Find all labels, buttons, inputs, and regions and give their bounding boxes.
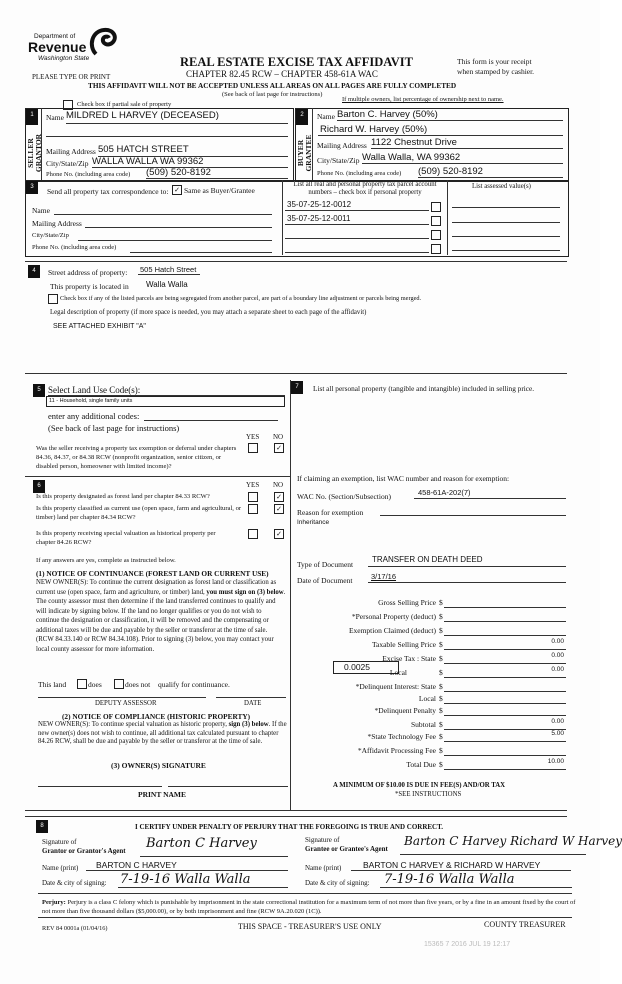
doc-type-label: Type of Document bbox=[297, 560, 354, 569]
warning-text: THIS AFFIDAVIT WILL NOT BE ACCEPTED UNLESS ALL AREAS ON ALL PAGES ARE FULLY COMPLETED bbox=[88, 81, 457, 90]
buyer-name2-field[interactable]: Richard W. Harvey (50%) bbox=[320, 124, 428, 135]
fee-label: Gross Selling Price bbox=[378, 598, 436, 607]
print-name-line[interactable] bbox=[168, 786, 288, 787]
land-use-value: 11 - Household, single family units bbox=[49, 398, 133, 404]
exemption-question: Was the seller receiving a property tax exemption or deferral under chapters 84.36, 84.37, or 84.38 RCW (nonprofit organization, senior citizen, or disabled person, homeowner with limited income)? bbox=[36, 445, 237, 470]
buyer-phone-field[interactable]: (509) 520-8192 bbox=[418, 166, 483, 177]
current-use-question: Is this property classified as current use (open space, farm and agricultural, or timber) land per chapter 84.34 RCW? bbox=[36, 505, 242, 521]
sig-label: Signature of bbox=[42, 838, 77, 846]
legal-description-field[interactable]: SEE ATTACHED EXHIBIT "A" bbox=[53, 323, 146, 330]
personal-property-checkbox[interactable] bbox=[431, 216, 441, 226]
legal-label: Legal description of property (if more space is needed, you may attach a separate sheet to each page of the affidavit) bbox=[50, 309, 367, 316]
parcel-header: List all real and personal property tax parcel account numbers – check box if personal property bbox=[293, 181, 437, 196]
reason-label: Reason for exemption bbox=[297, 508, 364, 517]
no-header: NO bbox=[273, 481, 284, 489]
corr-name-label: Name bbox=[32, 206, 50, 215]
historical-question: Is this property receiving special valuation as historical property per chapter 84.26 RCW? bbox=[36, 530, 216, 546]
section-number: 5 bbox=[33, 384, 45, 397]
fee-value-field[interactable]: 0.00 bbox=[551, 666, 564, 673]
assessed-value-field[interactable] bbox=[452, 207, 560, 208]
dor-logo bbox=[28, 28, 123, 68]
does-label: does bbox=[88, 680, 102, 689]
assessed-value-field[interactable] bbox=[452, 222, 560, 223]
deputy-assessor-line[interactable] bbox=[38, 697, 206, 698]
corr-phone-field[interactable] bbox=[130, 252, 272, 253]
corr-city-label: City/State/Zip bbox=[32, 232, 69, 239]
historical-yes-checkbox[interactable] bbox=[248, 529, 258, 539]
currency-symbol: $ bbox=[439, 732, 443, 741]
doc-date-field[interactable]: 3/17/16 bbox=[371, 572, 397, 581]
forest-land-question: Is this property designated as forest land per chapter 84.33 RCW? bbox=[36, 493, 210, 500]
current-use-yes-checkbox[interactable] bbox=[248, 504, 258, 514]
street-field[interactable]: 505 Hatch Street bbox=[140, 265, 197, 274]
buyer-phone-label: Phone No. (including area code) bbox=[317, 170, 402, 177]
exemption-yes-checkbox[interactable] bbox=[248, 443, 258, 453]
fee-label: Local bbox=[418, 694, 436, 703]
reason-field[interactable]: Inheritance bbox=[297, 519, 330, 526]
does-qualify-checkbox[interactable] bbox=[77, 679, 87, 689]
corr-mailing-label: Mailing Address bbox=[32, 219, 82, 228]
seller-name-field[interactable]: MILDRED L HARVEY (DECEASED) bbox=[66, 110, 219, 121]
notice1-text-a: NEW OWNER(S): To continue the current designation as forest land or classification as current use (open space, farm and agriculture, or timber) land, bbox=[36, 579, 277, 596]
currency-symbol: $ bbox=[439, 760, 443, 769]
land-use-select[interactable] bbox=[46, 396, 285, 407]
notice1-text bbox=[36, 578, 286, 654]
fee-label: Total Due bbox=[406, 760, 436, 769]
grantor-name-field[interactable]: BARTON C HARVEY bbox=[96, 860, 177, 870]
grantee-name-field[interactable]: BARTON C HARVEY & RICHARD W HARVEY bbox=[363, 860, 541, 870]
fee-value-field[interactable]: 0.00 bbox=[551, 638, 564, 645]
grantor-date-field[interactable]: 7-19-16 Walla Walla bbox=[120, 872, 251, 887]
type-or-print: PLEASE TYPE OR PRINT bbox=[32, 73, 111, 81]
correspondence-label: Send all property tax correspondence to: bbox=[47, 187, 169, 196]
form-title: REAL ESTATE EXCISE TAX AFFIDAVIT bbox=[180, 55, 413, 69]
additional-codes-field[interactable] bbox=[144, 420, 278, 421]
additional-codes-label: enter any additional codes: bbox=[48, 411, 140, 421]
land-use-label: Select Land Use Code(s): bbox=[48, 385, 141, 395]
notice1-text-b: . The county assessor must then determine if the land transferred continues to qualify and will indicate by signing below. If the land no longer qualifies or you do not wish to continue the designation or classification, it will be removed and the compensating or additional taxes will be due and payable by the seller or transferor at the time of sale. (RCW 84.33.140 or RCW 84.34.108). Prior to signing (3) below, you may contact your local county assessor for more information. bbox=[36, 588, 286, 653]
exemption-intro: If claiming an exemption, list WAC number and reason for exemption: bbox=[297, 474, 510, 483]
notice2-title: (2) NOTICE OF COMPLIANCE (HISTORIC PROPERTY) bbox=[62, 712, 251, 721]
corr-city-field[interactable] bbox=[78, 240, 272, 241]
currency-symbol: $ bbox=[439, 626, 443, 635]
segregated-label: Check box if any of the listed parcels are being segregated from another parcel, are part of a boundary line adjustment or parcels being merged. bbox=[60, 295, 422, 302]
treasurer-stamp: 15365 7 2016 JUL 19 12:17 bbox=[424, 941, 511, 948]
personal-property-checkbox[interactable] bbox=[431, 244, 441, 254]
personal-property-checkbox[interactable] bbox=[431, 230, 441, 240]
currency-symbol: $ bbox=[439, 668, 443, 677]
notice2-text-a: NEW OWNER(S): To continue special valuation as historic property, bbox=[38, 721, 227, 728]
owner-signature-line[interactable] bbox=[38, 786, 162, 787]
perjury-note bbox=[42, 898, 582, 916]
seller-city-field[interactable]: WALLA WALLA WA 99362 bbox=[92, 156, 204, 167]
buyer-city-label: City/State/Zip bbox=[317, 156, 360, 165]
local-rate-value: 0.0025 bbox=[344, 662, 370, 672]
logo-text: Washington State bbox=[38, 55, 90, 62]
instructions-note: (See back of last page for instructions) bbox=[222, 91, 323, 98]
personal-property-checkbox[interactable] bbox=[431, 202, 441, 212]
seller-mailing-label: Mailing Address bbox=[46, 147, 96, 156]
corr-phone-label: Phone No. (including area code) bbox=[32, 244, 117, 251]
forest-no-checkbox[interactable]: ✓ bbox=[274, 492, 284, 502]
fee-value-field[interactable]: 5.00 bbox=[551, 730, 564, 737]
parcel-number-field[interactable]: 35-07-25-12-0011 bbox=[287, 214, 351, 223]
fee-label: Taxable Selling Price bbox=[371, 640, 436, 649]
logo-swirl-icon bbox=[88, 28, 118, 56]
grantee-date-field[interactable]: 7-19-16 Walla Walla bbox=[384, 872, 515, 887]
segregated-checkbox[interactable] bbox=[48, 294, 58, 304]
grantor-date-label: Date & city of signing: bbox=[42, 879, 107, 887]
this-land-label: This land bbox=[38, 680, 67, 689]
fee-label: *Delinquent Interest: State bbox=[355, 682, 436, 691]
doc-type-field[interactable]: TRANSFER ON DEATH DEED bbox=[372, 555, 483, 564]
treasurer-use-label: THIS SPACE - TREASURER'S USE ONLY bbox=[238, 922, 382, 931]
qualify-label: qualify for continuance. bbox=[158, 680, 230, 689]
chapter-line: CHAPTER 82.45 RCW – CHAPTER 458-61A WAC bbox=[186, 69, 378, 79]
seller-mailing-field[interactable]: 505 HATCH STREET bbox=[98, 144, 189, 155]
currency-symbol: $ bbox=[439, 612, 443, 621]
instructions-note: (See back of last page for instructions) bbox=[48, 423, 180, 433]
fee-label: *Delinquent Penalty bbox=[374, 706, 436, 715]
currency-symbol: $ bbox=[439, 720, 443, 729]
street-label: Street address of property: bbox=[48, 268, 128, 277]
parcel-number-field[interactable]: 35-07-25-12-0012 bbox=[287, 200, 352, 209]
print-name-label: PRINT NAME bbox=[138, 790, 186, 799]
if-yes-note: If any answers are yes, complete as instructed below. bbox=[36, 557, 176, 564]
section-number: 2 bbox=[296, 109, 308, 125]
fee-label: Excise Tax : State bbox=[382, 654, 436, 663]
doc-date-label: Date of Document bbox=[297, 576, 353, 585]
deputy-assessor-label: DEPUTY ASSESSOR bbox=[95, 700, 157, 707]
notice2-text-b: . If the new owner(s) does not wish to continue, all additional tax calculated pursuant to chapter 84.26 RCW, shall be due and payable by the seller or transferor at the time of sale. bbox=[38, 721, 287, 745]
forest-yes-checkbox[interactable] bbox=[248, 492, 258, 502]
section-number: 6 bbox=[33, 480, 45, 493]
same-as-buyer-label: Same as Buyer/Grantee bbox=[184, 186, 255, 195]
section-number: 4 bbox=[28, 265, 40, 278]
see-instructions-note: *SEE INSTRUCTIONS bbox=[395, 791, 462, 798]
fee-label: Subtotal bbox=[410, 720, 436, 729]
notice1-title: (1) NOTICE OF CONTINUANCE (FOREST LAND OR CURRENT USE) bbox=[36, 569, 269, 578]
buyer-name-label: Name bbox=[317, 112, 335, 121]
yes-header: YES bbox=[246, 481, 260, 489]
assessed-header: List assessed value(s) bbox=[472, 183, 531, 190]
date-line[interactable] bbox=[216, 697, 286, 698]
seller-name-label: Name bbox=[46, 113, 64, 122]
grantor-signature[interactable]: Barton C Harvey bbox=[146, 836, 257, 851]
currency-symbol: $ bbox=[439, 706, 443, 715]
buyer-city-field[interactable]: Walla Walla, WA 99362 bbox=[362, 152, 461, 163]
buyer-mailing-label: Mailing Address bbox=[317, 141, 367, 150]
historical-no-checkbox[interactable]: ✓ bbox=[274, 529, 284, 539]
fee-label: *State Technology Fee bbox=[367, 732, 436, 741]
grantee-signature[interactable]: Barton C Harvey Richard W Harvey bbox=[404, 834, 622, 848]
receipt-note: when stamped by cashier. bbox=[457, 67, 535, 76]
currency-symbol: $ bbox=[439, 654, 443, 663]
seller-phone-field[interactable]: (509) 520-8192 bbox=[146, 167, 211, 178]
partial-sale-label: Check box if partial sale of property bbox=[77, 101, 172, 108]
same-as-buyer-checkbox[interactable]: ✓ bbox=[172, 185, 182, 195]
receipt-note: This form is your receipt bbox=[457, 57, 532, 66]
no-header: NO bbox=[273, 433, 284, 441]
assessed-value-field[interactable] bbox=[452, 250, 560, 251]
currency-symbol: $ bbox=[439, 694, 443, 703]
wac-field[interactable]: 458-61A-202(7) bbox=[418, 488, 471, 497]
fee-value-field[interactable]: 0.00 bbox=[551, 652, 564, 659]
notice2-text bbox=[38, 721, 288, 747]
sig-label: Signature of bbox=[305, 836, 340, 844]
seller-side-label: SELLER GRANTOR bbox=[26, 133, 43, 173]
buyer-side-label: BUYER GRANTEE bbox=[296, 134, 313, 172]
grantee-name-label: Name (print) bbox=[305, 864, 342, 872]
wac-label: WAC No. (Section/Subsection) bbox=[297, 492, 391, 501]
seller-phone-label: Phone No. (including area code) bbox=[46, 171, 131, 178]
owner-signature-label: (3) OWNER(S) SIGNATURE bbox=[111, 761, 206, 770]
buyer-name-field[interactable]: Barton C. Harvey (50%) bbox=[337, 109, 438, 120]
current-use-no-checkbox[interactable]: ✓ bbox=[274, 504, 284, 514]
fee-label: Local bbox=[389, 668, 407, 677]
perjury-text: Perjury is a class C felony which is punishable by imprisonment in the state correctional institution for a maximum term of not more than five years, or by a fine in an amount fixed by the court of not more than five thousand dollars ($5,000.00), or by both imprisonment and fine (RCW 9A.20.020 (1C)). bbox=[42, 899, 576, 915]
located-field[interactable]: Walla Walla bbox=[146, 280, 188, 289]
assessed-value-field[interactable] bbox=[452, 236, 560, 237]
exemption-no-checkbox[interactable]: ✓ bbox=[274, 443, 284, 453]
fee-value-field[interactable]: 0.00 bbox=[551, 718, 564, 725]
does-not-label: does not bbox=[125, 680, 151, 689]
grantor-name-label: Name (print) bbox=[42, 864, 79, 872]
perjury-bold: Perjury: bbox=[42, 899, 66, 906]
section-number: 1 bbox=[26, 109, 38, 125]
grantee-date-label: Date & city of signing: bbox=[305, 879, 370, 887]
personal-property-label: List all personal property (tangible and intangible) included in selling price. bbox=[313, 384, 535, 393]
yes-header: YES bbox=[246, 433, 260, 441]
corr-name-field[interactable] bbox=[54, 214, 272, 215]
logo-text: Department of bbox=[34, 33, 76, 40]
county-treasurer-label: COUNTY TREASURER bbox=[484, 920, 566, 929]
currency-symbol: $ bbox=[439, 746, 443, 755]
currency-symbol: $ bbox=[439, 598, 443, 607]
section-number: 8 bbox=[36, 820, 48, 833]
buyer-mailing-field[interactable]: 1122 Chestnut Drive bbox=[371, 137, 457, 148]
corr-mailing-field[interactable] bbox=[85, 227, 272, 228]
currency-symbol: $ bbox=[439, 640, 443, 649]
grantee-sig-label: Grantee or Grantee's Agent bbox=[305, 845, 388, 853]
fee-label: *Personal Property (deduct) bbox=[351, 612, 436, 621]
fee-value-field[interactable]: 10.00 bbox=[547, 758, 564, 765]
seller-city-label: City/State/Zip bbox=[46, 159, 89, 168]
grantor-sig-label: Grantor or Grantor's Agent bbox=[42, 847, 126, 855]
section-number: 7 bbox=[291, 381, 303, 394]
located-label: This property is located in bbox=[50, 282, 129, 291]
currency-symbol: $ bbox=[439, 682, 443, 691]
fee-label: Exemption Claimed (deduct) bbox=[348, 626, 436, 635]
certify-text: I CERTIFY UNDER PENALTY OF PERJURY THAT THE FOREGOING IS TRUE AND CORRECT. bbox=[135, 823, 444, 831]
section-number: 3 bbox=[26, 181, 38, 194]
does-not-qualify-checkbox[interactable] bbox=[114, 679, 124, 689]
fee-label: *Affidavit Processing Fee bbox=[357, 746, 436, 755]
minimum-note: A MINIMUM OF $10.00 IS DUE IN FEE(S) AND/OR TAX bbox=[333, 782, 506, 789]
notice1-bold: you must sign on (3) below bbox=[206, 588, 284, 596]
notice2-bold: sign (3) below bbox=[228, 721, 269, 728]
date-label: DATE bbox=[244, 700, 262, 707]
multiple-owners-note: If multiple owners, list percentage of ownership next to name. bbox=[342, 96, 504, 103]
form-revision: REV 84 0001a (01/04/16) bbox=[42, 925, 108, 932]
logo-text: Revenue bbox=[28, 39, 87, 55]
